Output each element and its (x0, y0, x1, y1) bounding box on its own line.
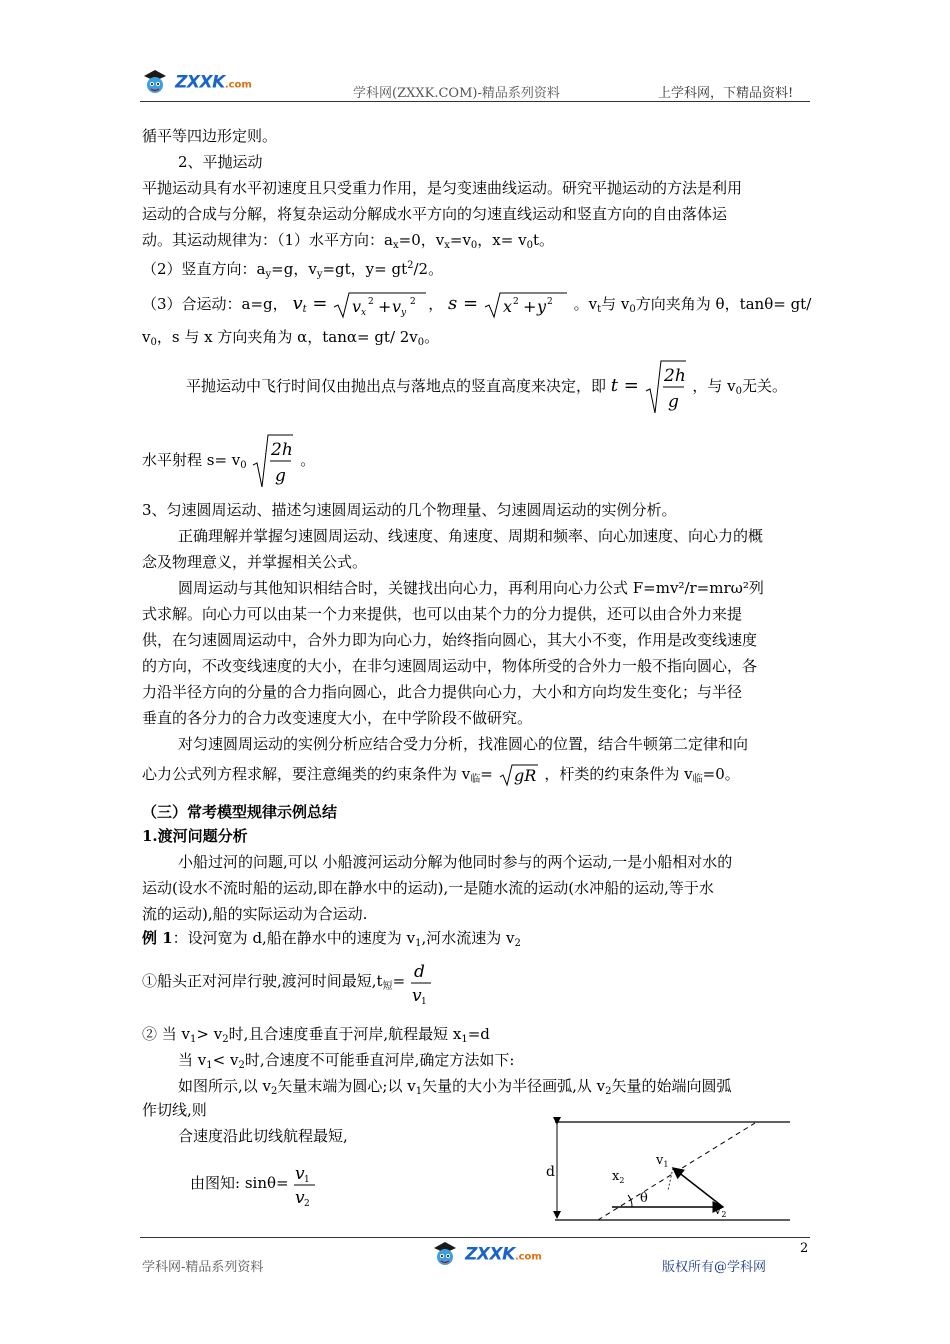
line-8-text: ，s 与 x 方向夹角为 α，tanα= gt/ 2v (156, 328, 418, 346)
v1-v2-dash (668, 1168, 673, 1190)
svg-text:2: 2 (546, 297, 553, 307)
line-17: 的方向，不改变线速度的大小，在非匀速圆周运动中，物体所受的合外力一般不指向圆心，各 (142, 657, 758, 675)
line-20: 对匀速圆周运动的实例分析应结合受力分析，找准圆心的位置，结合牛顿第二定律和向 (178, 735, 749, 753)
label-d: d (546, 1164, 555, 1180)
line-16: 供，在匀速圆周运动中，合外力即为向心力，始终指向圆心，其大小不变，作用是改变线速度 (142, 631, 758, 649)
svg-text:v: v (392, 297, 402, 316)
line-7: （3）合运动：a=g， $v_t$ = v x 2 + v y 2 ， s = x 2 + y 2 。$v_t$与 $v_0$方向夹角为 θ，tanθ= gt/ (142, 293, 812, 318)
header-right: 上学科网，下精品资料! (658, 86, 794, 101)
line-21-sub2: 临 (692, 774, 703, 785)
section-heading-2: 2、平抛运动 (178, 153, 263, 171)
example-label: 例 1 (142, 929, 173, 947)
case-2-text2: 时,且合速度垂直于河岸,航程最短 x (228, 1025, 462, 1043)
line-14: 圆周运动与其他知识相结合时，关键找出向心力，再利用向心力公式 F=mv²/r=mrω²列 (178, 579, 764, 597)
mascot-icon (140, 68, 170, 98)
para-2: 运动(设水不流时船的运动,即在静水中的运动),一是随水流的运动(水冲船的运动,等于水 (142, 879, 714, 897)
svg-text:1: 1 (420, 997, 427, 1007)
svg-text:g: g (667, 392, 679, 412)
header-divider (140, 101, 810, 102)
line-18: 力沿半径方向的分量的合力指向圆心，此合力提供向心力，大小和方向均发生变化；与半径 (142, 683, 743, 701)
svg-text:v: v (295, 1188, 305, 1208)
case-3-text: 当 v (178, 1051, 207, 1069)
svg-text:y: y (401, 308, 407, 318)
case-2-text: ② 当 v (142, 1025, 191, 1043)
case-7 (190, 1158, 317, 1209)
case-1-eq: = (392, 972, 406, 990)
case-5: 作切线,则 (142, 1101, 207, 1119)
logo-text: ZXXK (465, 1244, 515, 1265)
formula-s: s = (448, 293, 479, 314)
line-12: 正确理解并掌握匀速圆周运动、线速度、角速度、周期和频率、向心加速度、向心力的概 (178, 527, 764, 545)
svg-text:v: v (295, 1164, 305, 1184)
svg-text:y: y (536, 297, 546, 316)
header-logo (140, 68, 252, 98)
svg-text:g: g (275, 466, 287, 486)
svg-text:v1: $v_1$ (656, 1153, 669, 1169)
sqrt-2h-g-icon (644, 359, 688, 415)
svg-text:d (546, 1164, 555, 1180)
line-9-v0: ，与 v (692, 377, 736, 395)
page-number: 2 (800, 1241, 809, 1256)
subheading-river-crossing: 1.渡河问题分析 (142, 827, 248, 845)
label-v2: v (714, 1203, 722, 1218)
label-theta: θ (640, 1191, 648, 1206)
line-4: 运动的合成与分解，将复杂运动分解成水平方向的匀速直线运动和竖直方向的自由落体运 (142, 205, 728, 223)
sqrt-vt-icon (332, 291, 428, 319)
line-3: 平抛运动具有水平初速度且只受重力作用，是匀变速曲线运动。研究平抛运动的方法是利用 (142, 179, 743, 197)
sqrt-gR-icon (498, 763, 540, 787)
sqrt-s-icon (483, 291, 569, 319)
case-2-gt: > v (196, 1025, 223, 1043)
line-21 (142, 760, 740, 794)
svg-text:2: 2 (368, 297, 374, 307)
svg-text:2: 2 (304, 1199, 311, 1209)
case-1-sub: 短 (382, 981, 393, 992)
para-1: 小船过河的问题,可以 小船渡河运动分解为他同时参与的两个运动,一是小船相对水的 (178, 853, 733, 871)
logo-text: ZXXK (175, 72, 225, 93)
line-8: $v_0$，s 与 x 方向夹角为 α，tanα= gt/ $2v_0$。 (142, 328, 440, 348)
svg-text:2: 2 (512, 297, 519, 307)
line-15: 式求解。向心力可以由某一个力来提供，也可以由某个力的分力提供，还可以由合外力来提 (142, 605, 743, 623)
case-2: ② 当 $v_1> v_2$时,且合速度垂直于河岸,航程最短 $x_1=d$ (142, 1025, 490, 1045)
svg-text:x: x (361, 308, 367, 318)
case-3-lt: < v (212, 1051, 239, 1069)
line-13: 念及物理意义，并掌握相关公式。 (142, 553, 368, 571)
svg-text:2: 2 (410, 297, 416, 307)
line-21-eq: = (480, 765, 493, 783)
case-3-text2: 时,合速度不可能垂直河岸,确定方法如下: (244, 1051, 515, 1069)
case-4-text2: 矢量末端为圆心;以 v (277, 1077, 416, 1095)
example-text: ：设河宽为 d,船在静水中的速度为 v (172, 929, 416, 947)
section-heading-3-models: （三）常考模型规律示例总结 (142, 803, 338, 821)
sqrt-range-icon (251, 433, 295, 489)
line-1: 循平等四边形定则。 (142, 127, 278, 145)
case-4-text: 如图所示,以 v (178, 1077, 272, 1095)
line-10-end: 。 (300, 451, 316, 469)
line-7-with: 与 v (601, 295, 630, 313)
svg-text:+: + (378, 297, 392, 316)
line-21-end: =0。 (702, 765, 740, 783)
line-8-v: v (142, 328, 151, 346)
line-5-text: 动。其运动规律为：（1）水平方向：a (142, 231, 393, 249)
line-7-vt: 。v (573, 295, 598, 313)
line-21-text2: ，杆类的约束条件为 v (544, 765, 693, 783)
example-text2: ,河水流速为 v (421, 929, 515, 947)
svg-text:x2: $x_2$ (612, 1169, 625, 1185)
svg-text:v: v (352, 297, 362, 316)
svg-text:2h: 2h (663, 366, 686, 386)
line-10-text: 水平射程 s= v (142, 451, 241, 469)
logo-suffix: .com (224, 79, 252, 91)
svg-text:v2: $v_2$ (714, 1203, 727, 1219)
case-4-text4: 矢量的始端向圆弧 (611, 1077, 732, 1095)
svg-text:2h: 2h (271, 440, 294, 460)
line-21-sub: 临 (470, 774, 481, 785)
case-2-end: =d (467, 1025, 490, 1043)
svg-text:+: + (522, 297, 537, 316)
line-6-text: （2）竖直方向：a (142, 260, 266, 278)
case-4-text3: 矢量的大小为半径画弧,从 v (422, 1077, 606, 1095)
line-9-end: 无关。 (742, 377, 788, 395)
case-1-text: ①船头正对河岸行驶,渡河时间最短,t (142, 972, 383, 990)
line-7-angle: 方向夹角为 θ，tanθ= gt/ (635, 295, 812, 313)
footer-divider (140, 1237, 810, 1238)
svg-text:x: x (502, 297, 512, 316)
line-10: 水平射程 $s= v_0$ 2h g 。 (142, 432, 315, 494)
line-9-text: 平抛运动中飞行时间仅由抛出点与落地点的竖直高度来决定，即 (186, 377, 607, 395)
mascot-icon (430, 1240, 460, 1270)
label-v1: v (656, 1153, 664, 1168)
svg-text:v: v (411, 986, 422, 1006)
fraction-d-v1-icon (410, 957, 432, 1007)
line-19: 垂直的各分力的合力改变速度大小，在中学阶段不做研究。 (142, 709, 533, 727)
formula-vt: $v_t$ = (292, 293, 328, 315)
svg-text:1: 1 (304, 1175, 311, 1185)
section-heading-3: 3、匀速圆周运动、描述匀速圆周运动的几个物理量、匀速圆周运动的实例分析。 (142, 501, 677, 519)
example-1: 例 1：设河宽为 d,船在静水中的速度为 $v_1$,河水流速为 $v_2$ (142, 929, 521, 949)
line-7-text: （3）合运动：a=g， (142, 295, 288, 313)
fraction-v1-v2-icon (293, 1159, 317, 1209)
line-21-text: 心力公式列方程求解，要注意绳类的约束条件为 v (142, 765, 471, 783)
header-center: 学科网(ZXXK.COM)-精品系列资料 (353, 86, 560, 101)
line-9: 平抛运动中飞行时间仅由抛出点与落地点的竖直高度来决定，即 t = 2h g ，与 $v_0$无关。 (186, 358, 787, 420)
case-4: 如图所示,以 $v_2$矢量末端为圆心;以 $v_1$矢量的大小为半径画弧,从 $v_2$矢量的始端向圆弧 (178, 1077, 732, 1097)
svg-text:θ (640, 1191, 648, 1206)
svg-text:gR: gR (513, 766, 536, 785)
case-1 (142, 956, 432, 1012)
label-x2: x (612, 1169, 620, 1184)
para-3: 流的运动),船的实际运动为合运动. (142, 905, 368, 923)
formula-t: t = (610, 375, 639, 396)
line-6: （2）竖直方向：$a_y=g$，$v_y=gt$，$y= gt^2/2$。 (142, 260, 444, 280)
v1-vector (673, 1168, 723, 1207)
case-7-text: 由图知: sinθ= (190, 1174, 289, 1192)
line-8-end: 。 (424, 328, 440, 346)
case-6: 合速度沿此切线航程最短, (178, 1127, 348, 1145)
footer-left: 学科网-精品系列资料 (142, 1260, 264, 1275)
river-crossing-diagram (540, 1110, 800, 1230)
svg-text:d: d (413, 962, 425, 982)
logo-suffix: .com (514, 1251, 542, 1263)
line-5: 动。其运动规律为：（1）水平方向：$a_x=0$，$v_x=v_0$，$x= v_0t$。 (142, 231, 554, 251)
footer-right: 版权所有@学科网 (662, 1260, 767, 1275)
case-3: 当 $v_1< v_2$时,合速度不可能垂直河岸,确定方法如下: (178, 1051, 515, 1071)
footer-logo (430, 1240, 542, 1270)
